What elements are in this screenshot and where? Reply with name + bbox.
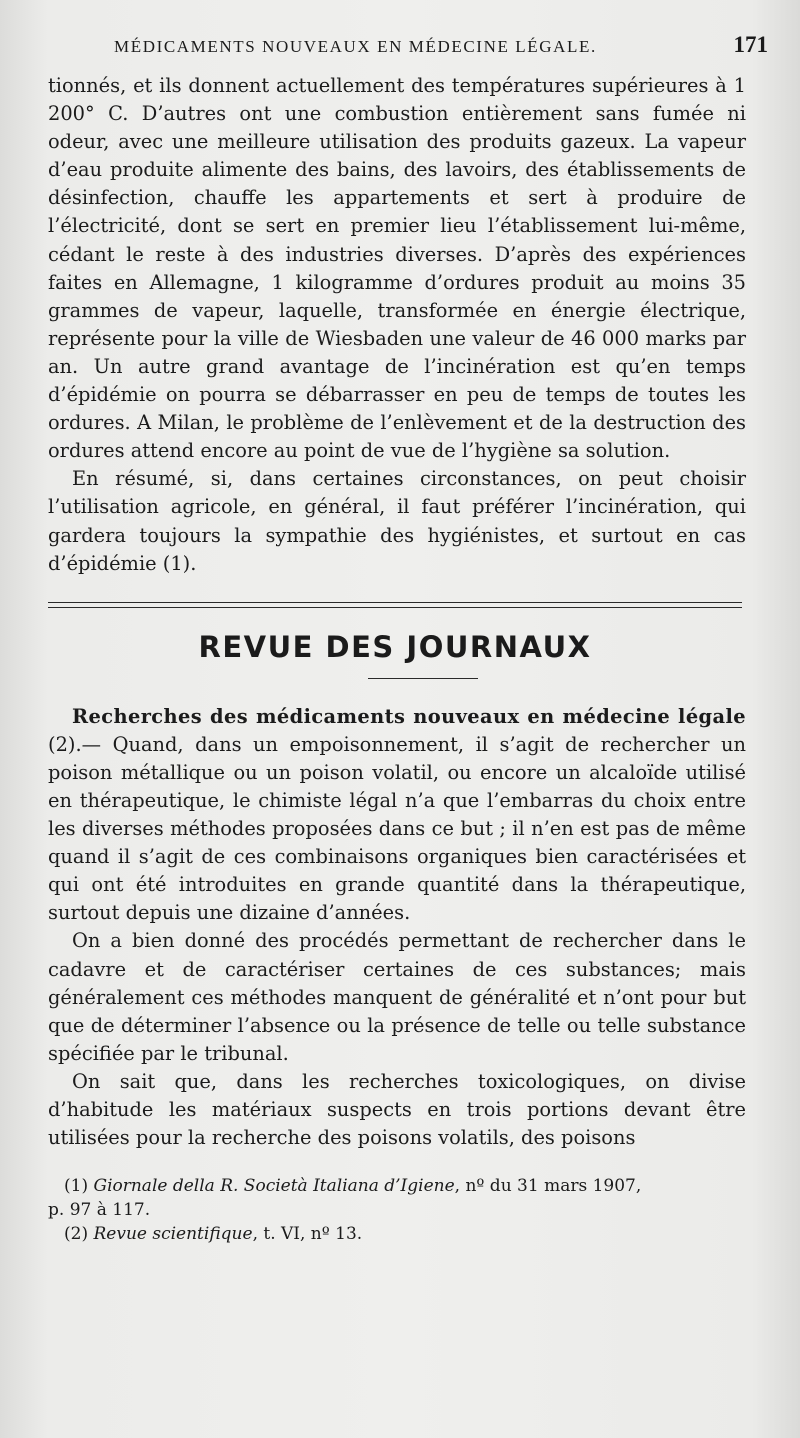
- footnotes: [48, 1174, 746, 1246]
- footnote-1-detail: , nº du 31 mars 1907,: [454, 1176, 642, 1197]
- footnote-1: [48, 1174, 746, 1198]
- title-underline: [368, 678, 478, 679]
- footnote-2: [48, 1222, 746, 1246]
- article-heading: Recherches des médicaments nouveaux en médecine légale: [72, 704, 746, 728]
- article-paragraph-3: On sait que, dans les recherches toxicologiques, on divise d’habitude les matériaux suspects en trois portions devant être utilisées pour la recherche des poisons volatils, des poisons: [48, 1069, 746, 1150]
- paragraph-summary: En résumé, si, dans certaines circonstances, on peut choisir l’utilisation agricole, en général, il faut préférer l’incinération, qui gardera toujours la sympathie des hygiénistes, et surtout en cas d’épidémie (1).: [48, 467, 746, 575]
- article-heading-ref: (2).—: [48, 732, 113, 756]
- running-head: [48, 32, 768, 72]
- article: [48, 703, 748, 1153]
- footnote-1-mark: (1): [64, 1176, 94, 1197]
- page-number: 171: [733, 32, 768, 57]
- footnote-1-source: Giornale della R. Società Italiana d’Igiene: [93, 1176, 455, 1197]
- footnote-2-detail: , t. VI, nº 13.: [252, 1224, 363, 1245]
- article-paragraph-2: On a bien donné des procédés permettant de rechercher dans le cadavre et de caractériser certaines de ces substances; mais généralement ces méthodes manquent de généralité et n’ont pour but que de déterminer l’absence ou la présence de telle ou telle substance spécifiée par le tribunal.: [48, 929, 746, 1065]
- section-divider: [48, 602, 742, 608]
- paragraph-continued: tionnés, et ils donnent actuellement des températures supérieures à 1 200° C. D’autres ont une combustion entièrement sans fumée ni odeur, avec une meilleure utilisation des produits gazeux. La vapeur d’eau produite alimente des bains, des lavoirs, des établissements de désinfection, chauffe les appartements et sert à produire de l’électricité, dont se sert en premier lieu l’établissement lui-même, cédant le reste à des industries diverses. D’après des expériences faites en Allemagne, 1 kilogramme d’ordures produit au moins 35 grammes de vapeur, laquelle, transformée en énergie électrique, représente pour la ville de Wiesbaden une valeur de 46 000 marks par an. Un autre grand avantage de l’incinération est qu’en temps d’épidémie on pourra se débarrasser en peu de temps de toutes les ordures. A Milan, le problème de l’enlèvement et de la destruction des ordures attend encore au point de vue de l’hygiène sa solution.: [48, 74, 746, 463]
- footnote-1-pages: p. 97 à 117.: [48, 1200, 151, 1221]
- footnote-2-source: Revue scientifique: [93, 1224, 253, 1245]
- article-text: Quand, dans un empoisonnement, il s’agit de rechercher un poison métallique ou un poison volatil, ou encore un alcaloïde utilisé en thérapeutique, le chimiste légal n’a que l’embarras du choix entre les diverses méthodes proposées dans ce but ; il n’en est pas de même quand il s’agit de ces combinaisons organiques bien caractérisées et qui ont été introduites en grande quantité dans la thérapeutique, surtout depuis une dizaine d’années.: [48, 732, 747, 925]
- article-first-paragraph: [48, 703, 746, 928]
- running-title: MÉDICAMENTS NOUVEAUX EN MÉDECINE LÉGALE.: [114, 37, 597, 56]
- section-title: REVUE DES JOURNAUX: [198, 629, 592, 664]
- footnote-2-mark: (2): [64, 1224, 94, 1245]
